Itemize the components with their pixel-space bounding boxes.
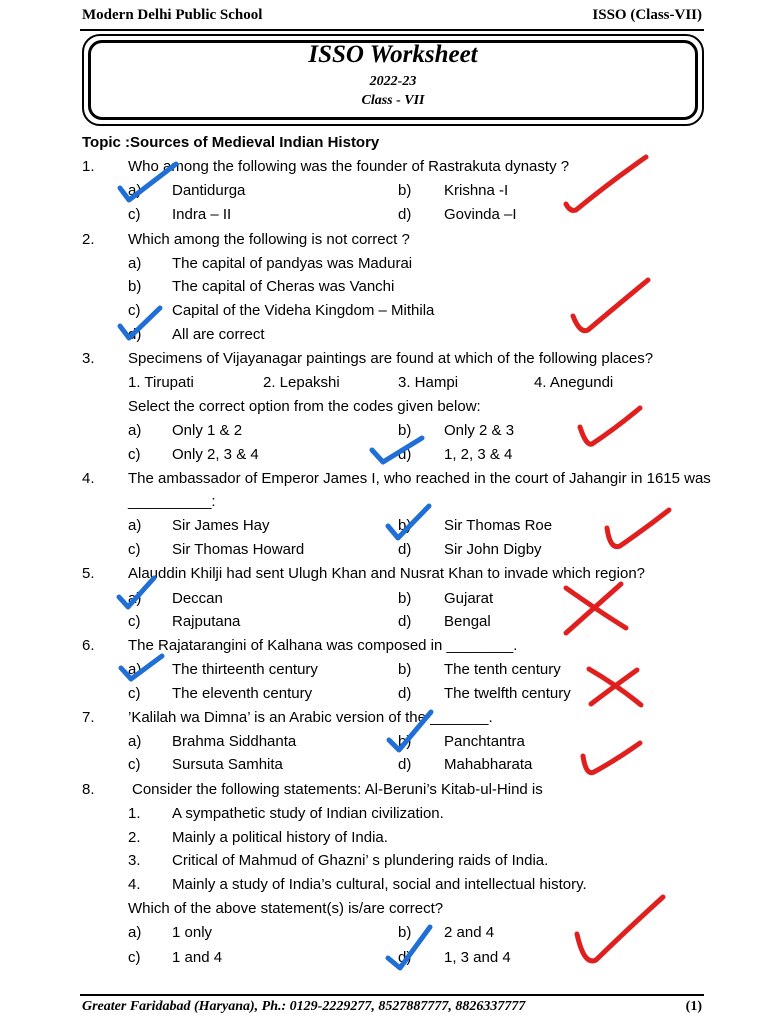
subject-class: ISSO (Class-VII)	[592, 7, 702, 23]
q8-statement-3: Critical of Mahmud of Ghazni’ s plundering raids of India.	[172, 852, 549, 869]
q7-number: 7.	[82, 709, 95, 726]
q8-option-c: 1 and 4	[172, 949, 223, 966]
q8-b-label: b)	[398, 924, 412, 941]
q2-option-a: The capital of pandyas was Madurai	[172, 255, 413, 272]
q8-statement-2: Mainly a political history of India.	[172, 829, 388, 846]
q3-place-2: 2. Lepakshi	[263, 374, 340, 391]
q2-option-b: The capital of Cheras was Vanchi	[172, 278, 395, 295]
q1-number: 1.	[82, 158, 95, 175]
q4-red-tick	[607, 510, 669, 547]
q5-number: 5.	[82, 565, 95, 582]
q8-c-label: c)	[128, 949, 141, 966]
q8-blue-tick	[388, 927, 430, 968]
q5-option-a: Deccan	[172, 590, 223, 607]
q7-d-label: d)	[398, 756, 412, 773]
q2-a-label: a)	[128, 255, 142, 272]
q8-statement-2-number: 2.	[128, 829, 141, 846]
q1-option-d: Govinda –I	[444, 206, 517, 223]
q5-d-label: d)	[398, 613, 412, 630]
q8-statement-4: Mainly a study of India’s cultural, social and intellectual history.	[172, 876, 587, 893]
q5-option-d: Bengal	[444, 613, 491, 630]
q3-option-d: 1, 2, 3 & 4	[444, 446, 513, 463]
q8-option-b: 2 and 4	[444, 924, 495, 941]
q6-number: 6.	[82, 637, 95, 654]
q8-statement-4-number: 4.	[128, 876, 141, 893]
q7-red-tick	[583, 743, 640, 773]
q5-blue-tick	[119, 578, 154, 607]
q4-b-label: b)	[398, 517, 412, 534]
q5-b-label: b)	[398, 590, 412, 607]
q6-d-label: d)	[398, 685, 412, 702]
q1-text: Who among the following was the founder of Rastrakuta dynasty ?	[128, 158, 570, 175]
q2-option-d: All are correct	[172, 326, 265, 343]
q3-a-label: a)	[128, 422, 142, 439]
q6-option-d: The twelfth century	[444, 685, 571, 702]
q6-option-c: The eleventh century	[172, 685, 313, 702]
student-ticks	[119, 164, 431, 968]
q8-statement-1: A sympathetic study of Indian civilization.	[172, 805, 444, 822]
q3-text: Specimens of Vijayanagar paintings are found at which of the following places?	[128, 350, 654, 367]
q2-number: 2.	[82, 231, 95, 248]
q8-option-a: 1 only	[172, 924, 213, 941]
q1-d-label: d)	[398, 206, 412, 223]
q8-a-label: a)	[128, 924, 142, 941]
q3-c-label: c)	[128, 446, 141, 463]
q2-b-label: b)	[128, 278, 142, 295]
q4-text: The ambassador of Emperor James I, who reached in the court of Jahangir in 1615 was	[128, 470, 711, 487]
q1-blue-tick	[120, 164, 176, 200]
footer-address: Greater Faridabad (Haryana), Ph.: 0129-2229277, 8527887777, 8826337777	[82, 999, 526, 1014]
topic-heading: Topic :Sources of Medieval Indian History	[82, 134, 380, 151]
q3-option-c: Only 2, 3 & 4	[172, 446, 259, 463]
q7-option-a: Brahma Siddhanta	[172, 733, 297, 750]
q4-number: 4.	[82, 470, 95, 487]
q6-blue-tick	[121, 656, 162, 679]
q2-blue-tick	[120, 308, 160, 338]
q7-option-c: Sursuta Samhita	[172, 756, 283, 773]
school-name: Modern Delhi Public School	[82, 7, 263, 23]
q3-red-tick	[580, 408, 640, 444]
q8-number: 8.	[82, 781, 95, 798]
q2-d-label: d)	[128, 326, 142, 343]
q3-number: 3.	[82, 350, 95, 367]
q1-red-tick	[566, 157, 646, 210]
q8-red-tick	[577, 897, 663, 961]
q1-option-a: Dantidurga	[172, 182, 246, 199]
q5-option-b: Gujarat	[444, 590, 494, 607]
q1-option-b: Krishna -I	[444, 182, 509, 199]
q4-c-label: c)	[128, 541, 141, 558]
q6-text: The Rajatarangini of Kalhana was composed in ________.	[128, 637, 518, 654]
q1-option-c: Indra – II	[172, 206, 232, 223]
q3-b-label: b)	[398, 422, 412, 439]
q4-option-c: Sir Thomas Howard	[172, 541, 305, 558]
q8-text: Consider the following statements: Al-Beruni’s Kitab-ul-Hind is	[132, 781, 543, 798]
q3-place-4: 4. Anegundi	[534, 374, 614, 391]
q7-blue-tick	[389, 712, 431, 750]
q3-option-b: Only 2 & 3	[444, 422, 515, 439]
q4-a-label: a)	[128, 517, 142, 534]
q6-option-b: The tenth century	[444, 661, 561, 678]
academic-year: 2022-23	[369, 74, 417, 89]
q1-a-label: a)	[128, 182, 142, 199]
q7-option-b: Panchtantra	[444, 733, 525, 750]
q8-statement-3-number: 3.	[128, 852, 141, 869]
q4-option-a: Sir James Hay	[172, 517, 270, 534]
q8-option-d: 1, 3 and 4	[444, 949, 511, 966]
q5-text: Alauddin Khilji had sent Ulugh Khan and Nusrat Khan to invade which region?	[128, 565, 646, 582]
q3-option-a: Only 1 & 2	[172, 422, 243, 439]
q4-d-label: d)	[398, 541, 412, 558]
q3-instruction: Select the correct option from the codes given below:	[128, 398, 481, 415]
q4-option-d: Sir John Digby	[444, 541, 542, 558]
q2-text: Which among the following is not correct ?	[128, 231, 410, 248]
q4-blank: __________:	[128, 493, 216, 510]
q7-c-label: c)	[128, 756, 141, 773]
q2-red-tick	[573, 280, 648, 331]
q2-option-c: Capital of the Videha Kingdom – Mithila	[172, 302, 435, 319]
q4-blue-tick	[388, 506, 429, 538]
q7-text: ’Kalilah wa Dimna’ is an Arabic version of the _______.	[128, 709, 493, 726]
q5-option-c: Rajputana	[172, 613, 241, 630]
q7-b-label: b)	[398, 733, 412, 750]
grader-marks	[566, 157, 669, 961]
q8-d-label: d)	[398, 949, 412, 966]
q5-a-label: a)	[128, 590, 142, 607]
class-label: Class - VII	[361, 93, 425, 108]
q6-option-a: The thirteenth century	[172, 661, 318, 678]
q2-c-label: c)	[128, 302, 141, 319]
q3-blue-tick	[372, 438, 422, 462]
q6-c-label: c)	[128, 685, 141, 702]
q4-option-b: Sir Thomas Roe	[444, 517, 553, 534]
q6-b-label: b)	[398, 661, 412, 678]
q3-place-1: 1. Tirupati	[128, 374, 194, 391]
q7-option-d: Mahabharata	[444, 756, 533, 773]
q3-d-label: d)	[398, 446, 412, 463]
q7-a-label: a)	[128, 733, 142, 750]
q8-statement-1-number: 1.	[128, 805, 141, 822]
page-number: (1)	[685, 999, 702, 1014]
q8-instruction: Which of the above statement(s) is/are correct?	[128, 900, 444, 917]
q3-place-3: 3. Hampi	[398, 374, 459, 391]
q5-c-label: c)	[128, 613, 141, 630]
q6-a-label: a)	[128, 661, 142, 678]
q1-b-label: b)	[398, 182, 412, 199]
worksheet-title: ISSO Worksheet	[308, 41, 478, 68]
q1-c-label: c)	[128, 206, 141, 223]
